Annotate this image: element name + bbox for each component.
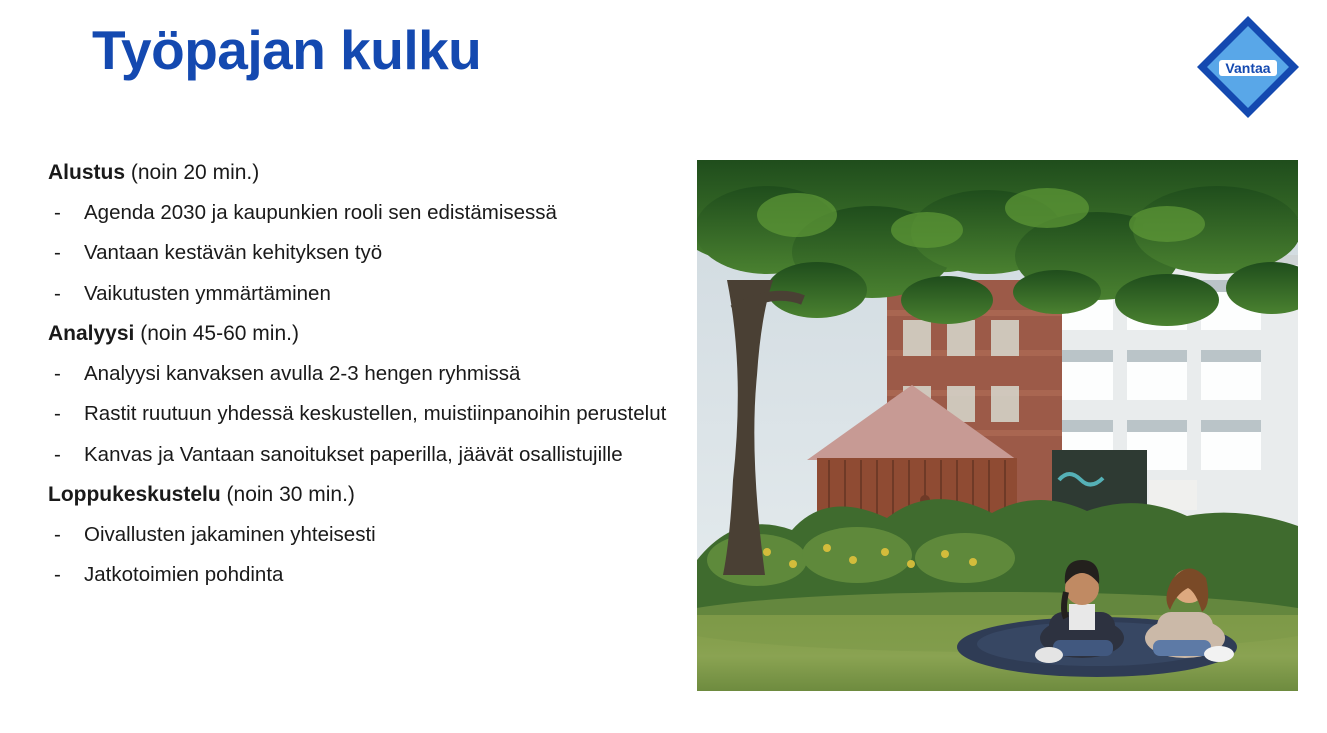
list-item-label: Agenda 2030 ja kaupunkien rooli sen edistämisessä — [84, 201, 557, 225]
page-title: Työpajan kulku — [92, 19, 482, 81]
section-heading-bold: Analyysi — [48, 321, 135, 345]
content-column — [48, 160, 678, 603]
bullet-marker: - — [54, 523, 61, 547]
list-item — [48, 401, 678, 427]
vantaa-logo-icon — [1193, 12, 1303, 122]
bullet-marker: - — [54, 402, 61, 426]
list-item-label: Jatkotoimien pohdinta — [84, 563, 284, 587]
list-item — [48, 281, 678, 307]
slide-photo — [697, 160, 1298, 691]
list-item-label: Vantaan kestävän kehityksen työ — [84, 241, 383, 265]
list-item-label: Vaikutusten ymmärtäminen — [84, 281, 331, 305]
list-item — [48, 200, 678, 226]
section-heading-note: (noin 30 min.) — [220, 482, 355, 506]
list-item — [48, 361, 678, 387]
section-heading — [48, 321, 678, 347]
list-item-label: Oivallusten jakaminen yhteisesti — [84, 523, 376, 547]
vantaa-logo — [1193, 12, 1303, 122]
bullet-marker: - — [54, 563, 61, 587]
section-heading-note: (noin 45-60 min.) — [134, 321, 299, 345]
section-heading-note: (noin 20 min.) — [125, 161, 260, 184]
section-heading-bold: Loppukeskustelu — [48, 482, 221, 506]
svg-text:Vantaa: Vantaa — [1225, 60, 1271, 76]
bullet-marker: - — [54, 201, 61, 225]
bullet-marker: - — [54, 281, 61, 305]
list-item-label: Kanvas ja Vantaan sanoitukset paperilla, jäävät osallistujille — [84, 442, 623, 466]
list-item — [48, 562, 678, 588]
list-item — [48, 522, 678, 548]
photo-illustration — [697, 160, 1298, 691]
section-heading-bold: Alustus — [48, 161, 126, 184]
section-heading — [48, 482, 678, 508]
list-item-label: Rastit ruutuun yhdessä keskustellen, muistiinpanoihin perustelut — [84, 402, 667, 426]
section-heading — [48, 160, 678, 186]
list-item — [48, 240, 678, 266]
bullet-marker: - — [54, 362, 61, 386]
bullet-marker: - — [54, 442, 61, 466]
list-item-label: Analyysi kanvaksen avulla 2-3 hengen ryhmissä — [84, 362, 521, 386]
bullet-marker: - — [54, 241, 61, 265]
list-item — [48, 442, 678, 468]
